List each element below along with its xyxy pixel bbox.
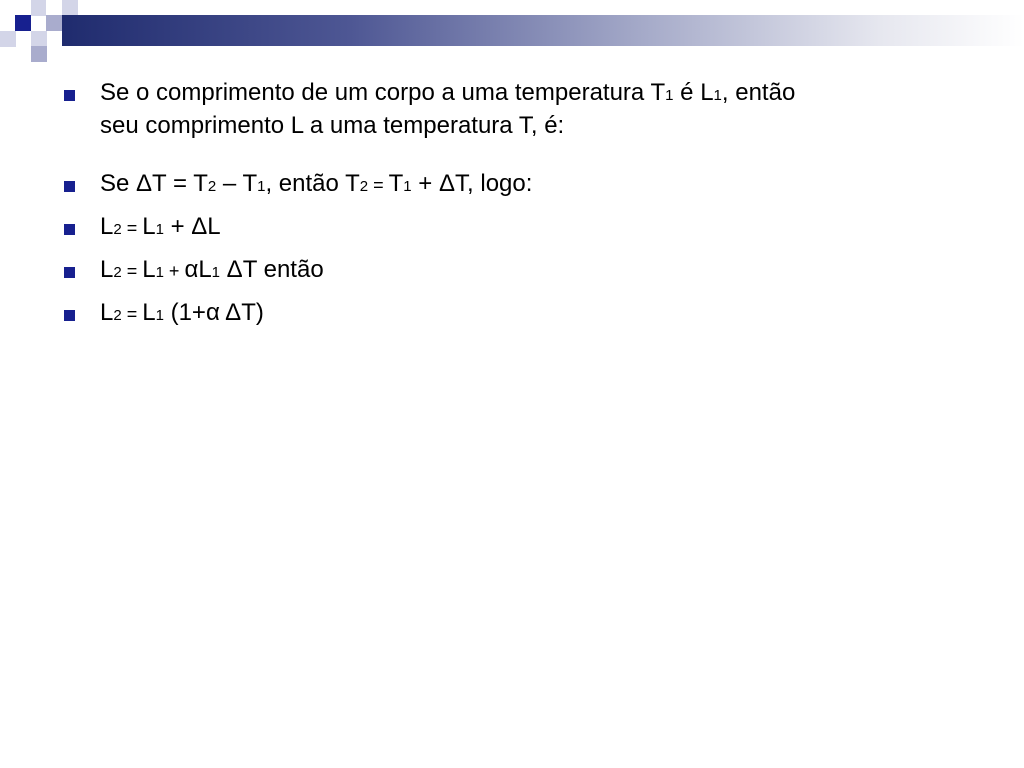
list-item bbox=[64, 255, 964, 288]
square-bullet-icon bbox=[64, 267, 75, 278]
bullet-text bbox=[100, 78, 964, 141]
text-run: seu comprimento L a uma temperatura T, é: bbox=[100, 112, 565, 139]
subscript: 2 bbox=[359, 178, 369, 195]
bullet-text bbox=[100, 212, 964, 245]
header-gradient-bar bbox=[62, 15, 1024, 46]
text-run: L bbox=[100, 256, 114, 283]
text-run: L bbox=[142, 256, 156, 283]
square-bullet-icon bbox=[64, 181, 75, 192]
operator: = bbox=[121, 304, 143, 324]
text-run: T bbox=[388, 170, 404, 197]
decor-square bbox=[15, 15, 31, 31]
list-item bbox=[64, 169, 964, 202]
bullet-text bbox=[100, 169, 964, 202]
subscript: 2 bbox=[113, 264, 122, 281]
text-run: (1+α ΔT) bbox=[163, 299, 264, 326]
operator: = bbox=[121, 218, 143, 238]
square-bullet-icon bbox=[64, 310, 75, 321]
bullet-list bbox=[64, 78, 964, 331]
decor-square bbox=[31, 0, 47, 16]
decor-square bbox=[46, 15, 62, 31]
list-item bbox=[64, 298, 964, 331]
decor-square bbox=[62, 0, 78, 16]
subscript: 1 bbox=[713, 87, 722, 104]
subscript: 1 bbox=[211, 264, 221, 281]
subscript: 2 bbox=[207, 178, 217, 195]
operator: = bbox=[121, 261, 143, 281]
bullet-text bbox=[100, 255, 964, 288]
text-run: Se ΔT = T bbox=[100, 170, 208, 197]
operator: + bbox=[163, 261, 185, 281]
text-run: é L bbox=[673, 79, 714, 106]
subscript: 1 bbox=[403, 178, 412, 195]
list-item bbox=[64, 78, 964, 141]
subscript: 2 bbox=[113, 307, 122, 324]
subscript: 1 bbox=[257, 178, 266, 195]
text-run: Se o comprimento de um corpo a uma temperatura T bbox=[100, 79, 666, 106]
text-run: L bbox=[100, 213, 114, 240]
decor-square bbox=[46, 0, 62, 15]
decor-square bbox=[31, 46, 47, 62]
subscript: 2 bbox=[113, 221, 122, 238]
decor-square bbox=[0, 31, 16, 47]
bullet-text bbox=[100, 298, 964, 331]
operator: = bbox=[368, 175, 389, 195]
square-bullet-icon bbox=[64, 224, 75, 235]
text-run: + ΔL bbox=[163, 213, 221, 240]
subscript: 1 bbox=[155, 264, 164, 281]
subscript: 1 bbox=[155, 307, 164, 324]
text-run: + ΔT, logo: bbox=[411, 170, 533, 197]
text-run: αL bbox=[184, 256, 212, 283]
subscript: 1 bbox=[665, 87, 674, 104]
subscript: 1 bbox=[155, 221, 164, 238]
list-item bbox=[64, 212, 964, 245]
text-run: – T bbox=[216, 170, 258, 197]
decor-square bbox=[31, 31, 47, 47]
text-run: L bbox=[142, 299, 156, 326]
text-run: L bbox=[142, 213, 156, 240]
square-bullet-icon bbox=[64, 90, 75, 101]
text-run: L bbox=[100, 299, 114, 326]
text-run: , então T bbox=[265, 170, 360, 197]
text-run: ΔT então bbox=[220, 256, 324, 283]
text-run: , então bbox=[721, 79, 796, 106]
